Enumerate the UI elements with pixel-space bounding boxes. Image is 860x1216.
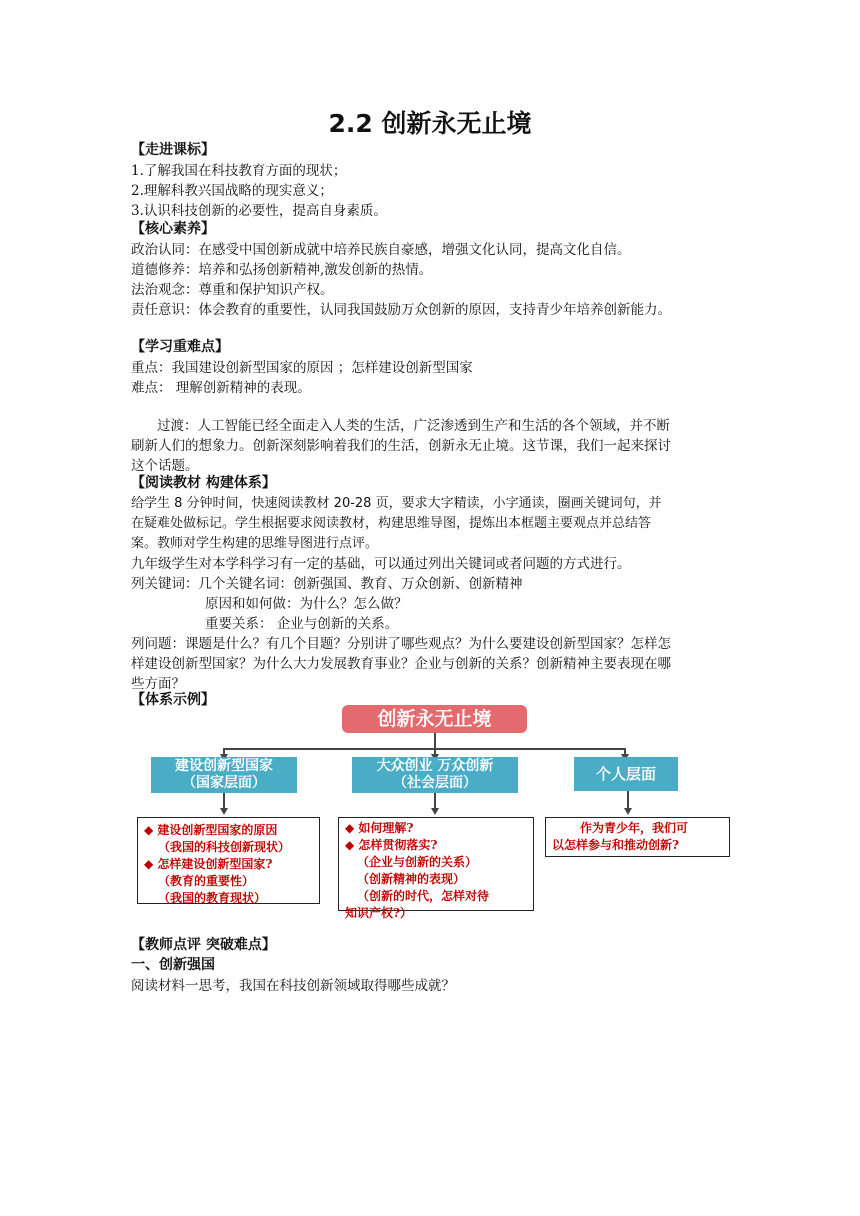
branch-details-personal: 作为青少年，我们可 以怎样参与和推动创新?	[545, 817, 730, 857]
comment-subheading: 一、创新强国	[131, 957, 215, 973]
core-item: 政治认同：在感受中国创新成就中培养民族自豪感，增强文化认同，提高文化自信。	[131, 242, 631, 258]
system-heading: 【体系示例】	[131, 692, 215, 708]
comment-heading: 【教师点评 突破难点】	[131, 937, 276, 953]
curriculum-heading: 【走进课标】	[131, 142, 215, 158]
read-heading: 【阅读教材 构建体系】	[131, 475, 276, 491]
key-heading: 【学习重难点】	[131, 339, 229, 355]
key-focus: 重点：我国建设创新型国家的原因 ；怎样建设创新型国家	[131, 360, 473, 376]
read-line: 案。教师对学生构建的思维导图进行点评。	[131, 536, 379, 551]
branch-title-social: 大众创业 万众创新 （社会层面）	[352, 757, 518, 793]
arrow-icon	[220, 808, 228, 815]
connector	[434, 793, 436, 808]
read-line: 列关键词：几个关键名词：创新强国、教育、万众创新、创新精神	[131, 576, 523, 592]
core-item: 道德修养：培养和弘扬创新精神,激发创新的热情。	[131, 262, 433, 278]
branch-title-national: 建设创新型国家 （国家层面）	[151, 757, 297, 793]
read-line: 重要关系： 企业与创新的关系。	[205, 616, 399, 632]
core-heading: 【核心素养】	[131, 221, 215, 237]
arrow-icon	[431, 808, 439, 815]
transition-line: 刷新人们的想象力。创新深刻影响着我们的生活，创新永无止境。这节课，我们一起来探讨	[131, 438, 671, 454]
read-line: 原因和如何做：为什么？怎么做？	[205, 596, 408, 612]
page-title: 2.2 创新永无止境	[328, 109, 532, 138]
read-line: 给学生 8 分钟时间，快速阅读教材 20-28 页，要求大字精读，小字通读，圈画关键词句，并	[131, 496, 662, 511]
curriculum-item: 3.认识科技创新的必要性，提高自身素质。	[131, 203, 387, 219]
branch-details-social: ◆ 如何理解? ◆ 怎样贯彻落实? （企业与创新的关系） （创新精神的表现） （创新的时代，怎样对待 知识产权?）	[338, 817, 534, 911]
key-difficulty: 难点： 理解创新精神的表现。	[131, 380, 311, 396]
arrow-icon	[624, 808, 632, 815]
read-line: 在疑难处做标记。学生根据要求阅读教材，构建思维导图，提炼出本框题主要观点并总结答	[131, 516, 652, 531]
curriculum-item: 1.了解我国在科技教育方面的现状；	[131, 163, 347, 179]
curriculum-item: 2.理解科教兴国战略的现实意义；	[131, 183, 333, 199]
connector	[627, 791, 629, 808]
connector	[223, 793, 225, 808]
connector	[223, 748, 625, 750]
read-line: 样建设创新型国家？为什么大力发展教育事业？企业与创新的关系？创新精神主要表现在哪	[131, 656, 671, 672]
read-line: 些方面？	[131, 676, 185, 692]
branch-title-personal: 个人层面	[574, 757, 678, 791]
core-item: 责任意识：体会教育的重要性，认同我国鼓励万众创新的原因，支持青少年培养创新能力。	[131, 302, 671, 318]
comment-line: 阅读材料一思考，我国在科技创新领域取得哪些成就？	[131, 978, 455, 994]
transition-line: 这个话题。	[131, 458, 199, 474]
diagram-root: 创新永无止境	[342, 705, 527, 733]
branch-details-national: ◆ 建设创新型国家的原因 （我国的科技创新现状） ◆ 怎样建设创新型国家? （教育的重要性） （我国的教育现状）	[137, 817, 320, 904]
read-line: 九年级学生对本学科学习有一定的基础，可以通过列出关键词或者问题的方式进行。	[131, 556, 631, 572]
connector	[434, 733, 436, 749]
read-line: 列问题：课题是什么？有几个目题？分别讲了哪些观点？为什么要建设创新型国家？怎样怎	[131, 636, 671, 652]
transition-line: 过渡：人工智能已经全面走入人类的生活，广泛渗透到生产和生活的各个领域，并不断	[157, 418, 670, 434]
core-item: 法治观念：尊重和保护知识产权。	[131, 282, 334, 298]
